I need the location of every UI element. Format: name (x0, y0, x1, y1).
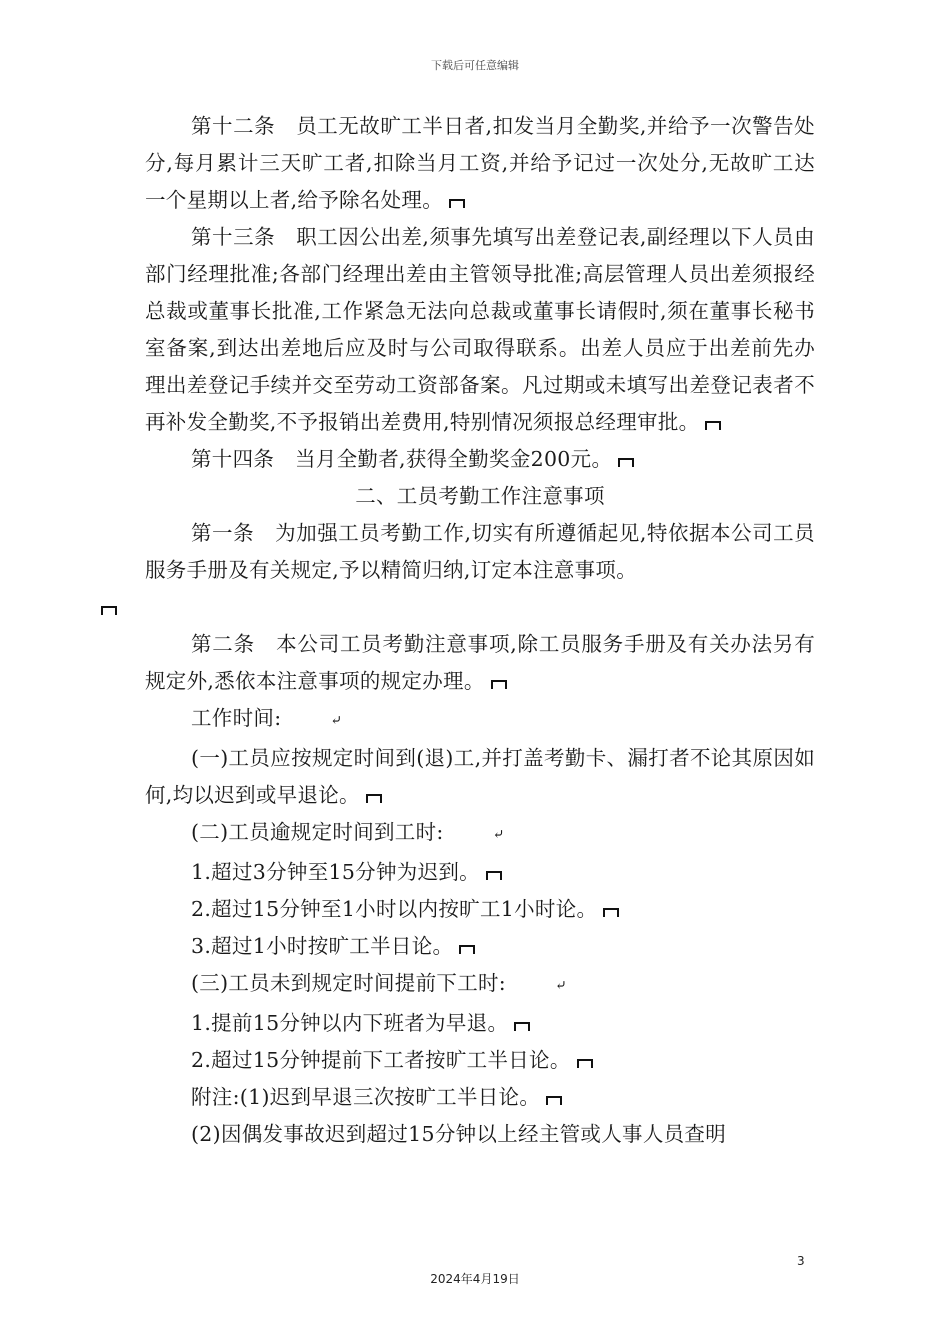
item-3-2-text: 2.超过15分钟提前下工者按旷工半日论。 (191, 1048, 571, 1072)
item-2-2 (145, 891, 815, 928)
article-14-text: 第十四条 当月全勤者,获得全勤奖金200元。 (191, 447, 613, 471)
note-1 (145, 1079, 815, 1116)
article-1 (145, 515, 815, 626)
item-2-3 (145, 928, 815, 965)
item-3-2 (145, 1042, 815, 1079)
item-2 (145, 814, 815, 854)
item-2-2-text: 2.超过15分钟至1小时以内按旷工1小时论。 (191, 897, 598, 921)
item-3 (145, 965, 815, 1005)
line-break-icon: ⤶ (555, 978, 568, 994)
work-time-text: 工作时间: (191, 706, 282, 730)
item-3-1-text: 1.提前15分钟以内下班者为早退。 (191, 1011, 509, 1035)
page-header: 下载后可任意编辑 (431, 59, 519, 72)
item-3-text: (三)工员未到规定时间提前下工时: (191, 971, 507, 995)
item-2-3-text: 3.超过1小时按旷工半日论。 (191, 934, 454, 958)
article-12-text: 第十二条 员工无故旷工半日者,扣发当月全勤奖,并给予一次警告处分,每月累计三天旷工者,扣除当月工资,并给予记过一次处分,无故旷工达一个星期以上者,给予除名处理。 (145, 114, 815, 212)
line-break-icon: ⤶ (330, 713, 343, 729)
article-12 (145, 108, 815, 219)
paragraph-mark-icon (618, 458, 634, 467)
paragraph-mark-icon (577, 1059, 593, 1068)
item-2-text: (二)工员逾规定时间到工时: (191, 820, 444, 844)
item-2-1 (145, 854, 815, 891)
article-2-text: 第二条 本公司工员考勤注意事项,除工员服务手册及有关办法另有规定外,悉依本注意事项的规定办理。 (145, 632, 815, 693)
article-14 (145, 441, 815, 478)
paragraph-mark-icon (459, 945, 475, 954)
item-3-1 (145, 1005, 815, 1042)
paragraph-mark-icon (449, 199, 465, 208)
item-1-text: (一)工员应按规定时间到(退)工,并打盖考勤卡、漏打者不论其原因如何,均以迟到或早退论。 (145, 746, 815, 807)
paragraph-mark-icon (705, 421, 721, 430)
article-2 (145, 626, 815, 700)
note-2: (2)因偶发事故迟到超过15分钟以上经主管或人事人员查明 (191, 1122, 727, 1146)
paragraph-mark-icon (366, 794, 382, 803)
paragraph-mark-icon (546, 1096, 562, 1105)
item-2-1-text: 1.超过3分钟至15分钟为迟到。 (191, 860, 480, 884)
note-1-text: 附注:(1)迟到早退三次按旷工半日论。 (191, 1085, 541, 1109)
page-number: 3 (797, 1254, 805, 1268)
item-1 (145, 740, 815, 814)
paragraph-mark-icon (514, 1022, 530, 1031)
footer-date: 2024年4月19日 (430, 1272, 520, 1286)
paragraph-mark-icon (603, 908, 619, 917)
section-heading: 二、工员考勤工作注意事项 (355, 484, 605, 508)
paragraph-mark-icon (486, 871, 502, 880)
article-13-text: 第十三条 职工因公出差,须事先填写出差登记表,副经理以下人员由部门经理批准;各部门经理出差由主管领导批准;高层管理人员出差须报经总裁或董事长批准,工作紧急无法向总裁或董事长请假时,须在董事长秘书室备案,到达出差地后应及时与公司取得联系。出差人员应于出差前先办理出差登记手续并交至劳动工资部备案。凡过期或未填写出差登记表者不再补发全勤奖,不予报销出差费用,特别情况须报总经理审批。 (145, 225, 815, 434)
paragraph-mark-icon (491, 680, 507, 689)
article-1-text: 第一条 为加强工员考勤工作,切实有所遵循起见,特依据本公司工员服务手册及有关规定,予以精简归纳,订定本注意事项。 (145, 521, 815, 582)
line-break-icon: ⤶ (492, 827, 505, 843)
document-body (145, 108, 815, 1153)
article-13 (145, 219, 815, 441)
paragraph-mark-icon (101, 606, 117, 615)
work-time-label (145, 700, 815, 740)
